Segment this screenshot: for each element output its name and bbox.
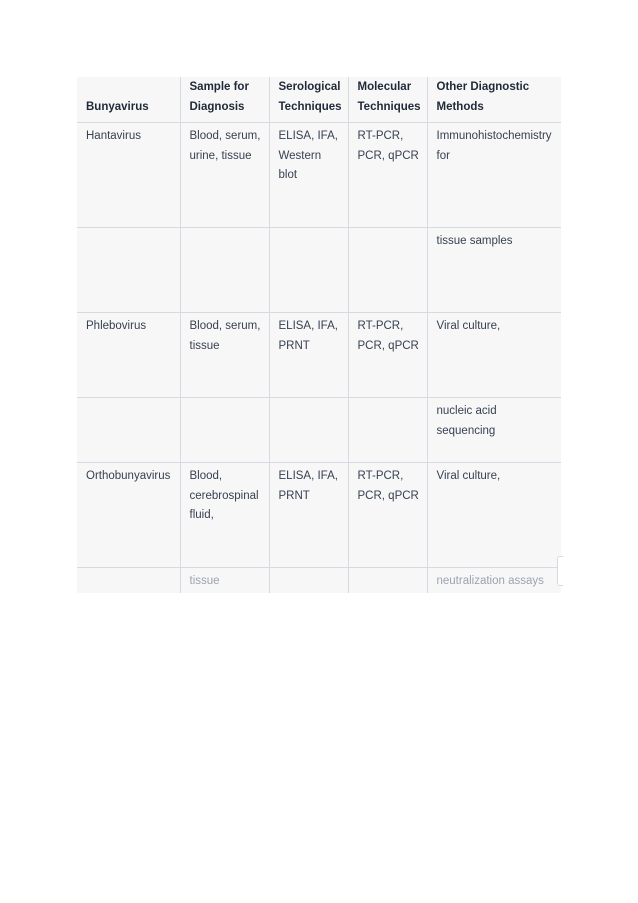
cell-other [427,463,561,568]
cell-text: PRNT [278,339,310,352]
cell-text: cerebrospinal [189,489,259,502]
cell-serological [269,463,348,568]
cell-text: sequencing [436,424,496,437]
header-line: Molecular [357,81,412,93]
header-line: Techniques [357,100,421,113]
cell-text: PRNT [278,489,310,502]
cell-molecular [348,463,427,568]
cell-text: Hantavirus [86,130,141,142]
header-line: Diagnosis [189,100,245,113]
cell-sample [180,463,269,568]
header-serological [269,77,348,123]
header-line: Sample for [189,81,249,93]
header-molecular [348,77,427,123]
cell-text: ELISA, IFA, [278,470,338,482]
cell-text: tissue [189,339,220,352]
cell-serological [269,568,348,594]
cell-text: RT-PCR, [357,130,404,142]
cell-other [427,228,561,313]
cell-text: Orthobunyavirus [86,470,171,482]
cell-text: Blood, serum, [189,130,261,142]
cell-sample [180,568,269,594]
cell-text: neutralization assays [436,575,544,587]
cell-virus [77,568,180,594]
cell-virus [77,228,180,313]
cell-other [427,123,561,228]
header-line: Methods [436,100,484,113]
table-header-row [77,77,561,123]
cell-molecular [348,568,427,594]
cell-text: PCR, qPCR [357,489,419,502]
cell-virus [77,463,180,568]
header-line: Bunyavirus [86,100,149,113]
table-row [77,313,561,398]
cell-sample [180,228,269,313]
cell-text: Blood, [189,470,223,482]
header-line: Other Diagnostic [436,81,530,93]
cell-serological [269,123,348,228]
header-line: Serological [278,81,341,93]
cell-molecular [348,123,427,228]
cell-molecular [348,313,427,398]
cell-serological [269,313,348,398]
header-bunyavirus [77,77,180,123]
cell-text: fluid, [189,509,214,521]
cell-sample [180,313,269,398]
cell-other [427,313,561,398]
bunyavirus-diagnostics-table [77,77,561,593]
diagnostics-table-container [77,77,561,593]
cell-sample [180,398,269,463]
cell-text: Immunohistochemistry [436,130,552,142]
cell-serological [269,398,348,463]
header-sample [180,77,269,123]
cell-virus [77,313,180,398]
header-other-methods [427,77,561,123]
cell-text: urine, tissue [189,149,252,162]
cell-text: RT-PCR, [357,320,404,332]
table-row [77,228,561,313]
cell-text: PCR, qPCR [357,339,419,352]
cell-text: Viral culture, [436,320,501,332]
cell-virus [77,123,180,228]
cell-molecular [348,398,427,463]
cell-virus [77,398,180,463]
table-row [77,568,561,594]
cell-text: Phlebovirus [86,320,147,332]
cell-other [427,568,561,594]
table-row [77,463,561,568]
table-row [77,398,561,463]
header-line: Techniques [278,100,342,113]
cell-text: ELISA, IFA, [278,320,338,332]
cell-molecular [348,228,427,313]
cell-text: RT-PCR, [357,470,404,482]
cell-text: tissue [189,575,220,587]
cell-serological [269,228,348,313]
cell-text: ELISA, IFA, [278,130,338,142]
cell-text: Viral culture, [436,470,501,482]
cell-text: blot [278,169,298,181]
scroll-edge-handle[interactable] [557,556,563,586]
cell-text: Western [278,149,322,162]
cell-text: for [436,149,450,162]
cell-text: nucleic acid [436,405,497,417]
cell-text: Blood, serum, [189,320,261,332]
cell-text: tissue samples [436,235,513,247]
cell-other [427,398,561,463]
cell-text: PCR, qPCR [357,149,419,162]
table-row [77,123,561,228]
cell-sample [180,123,269,228]
